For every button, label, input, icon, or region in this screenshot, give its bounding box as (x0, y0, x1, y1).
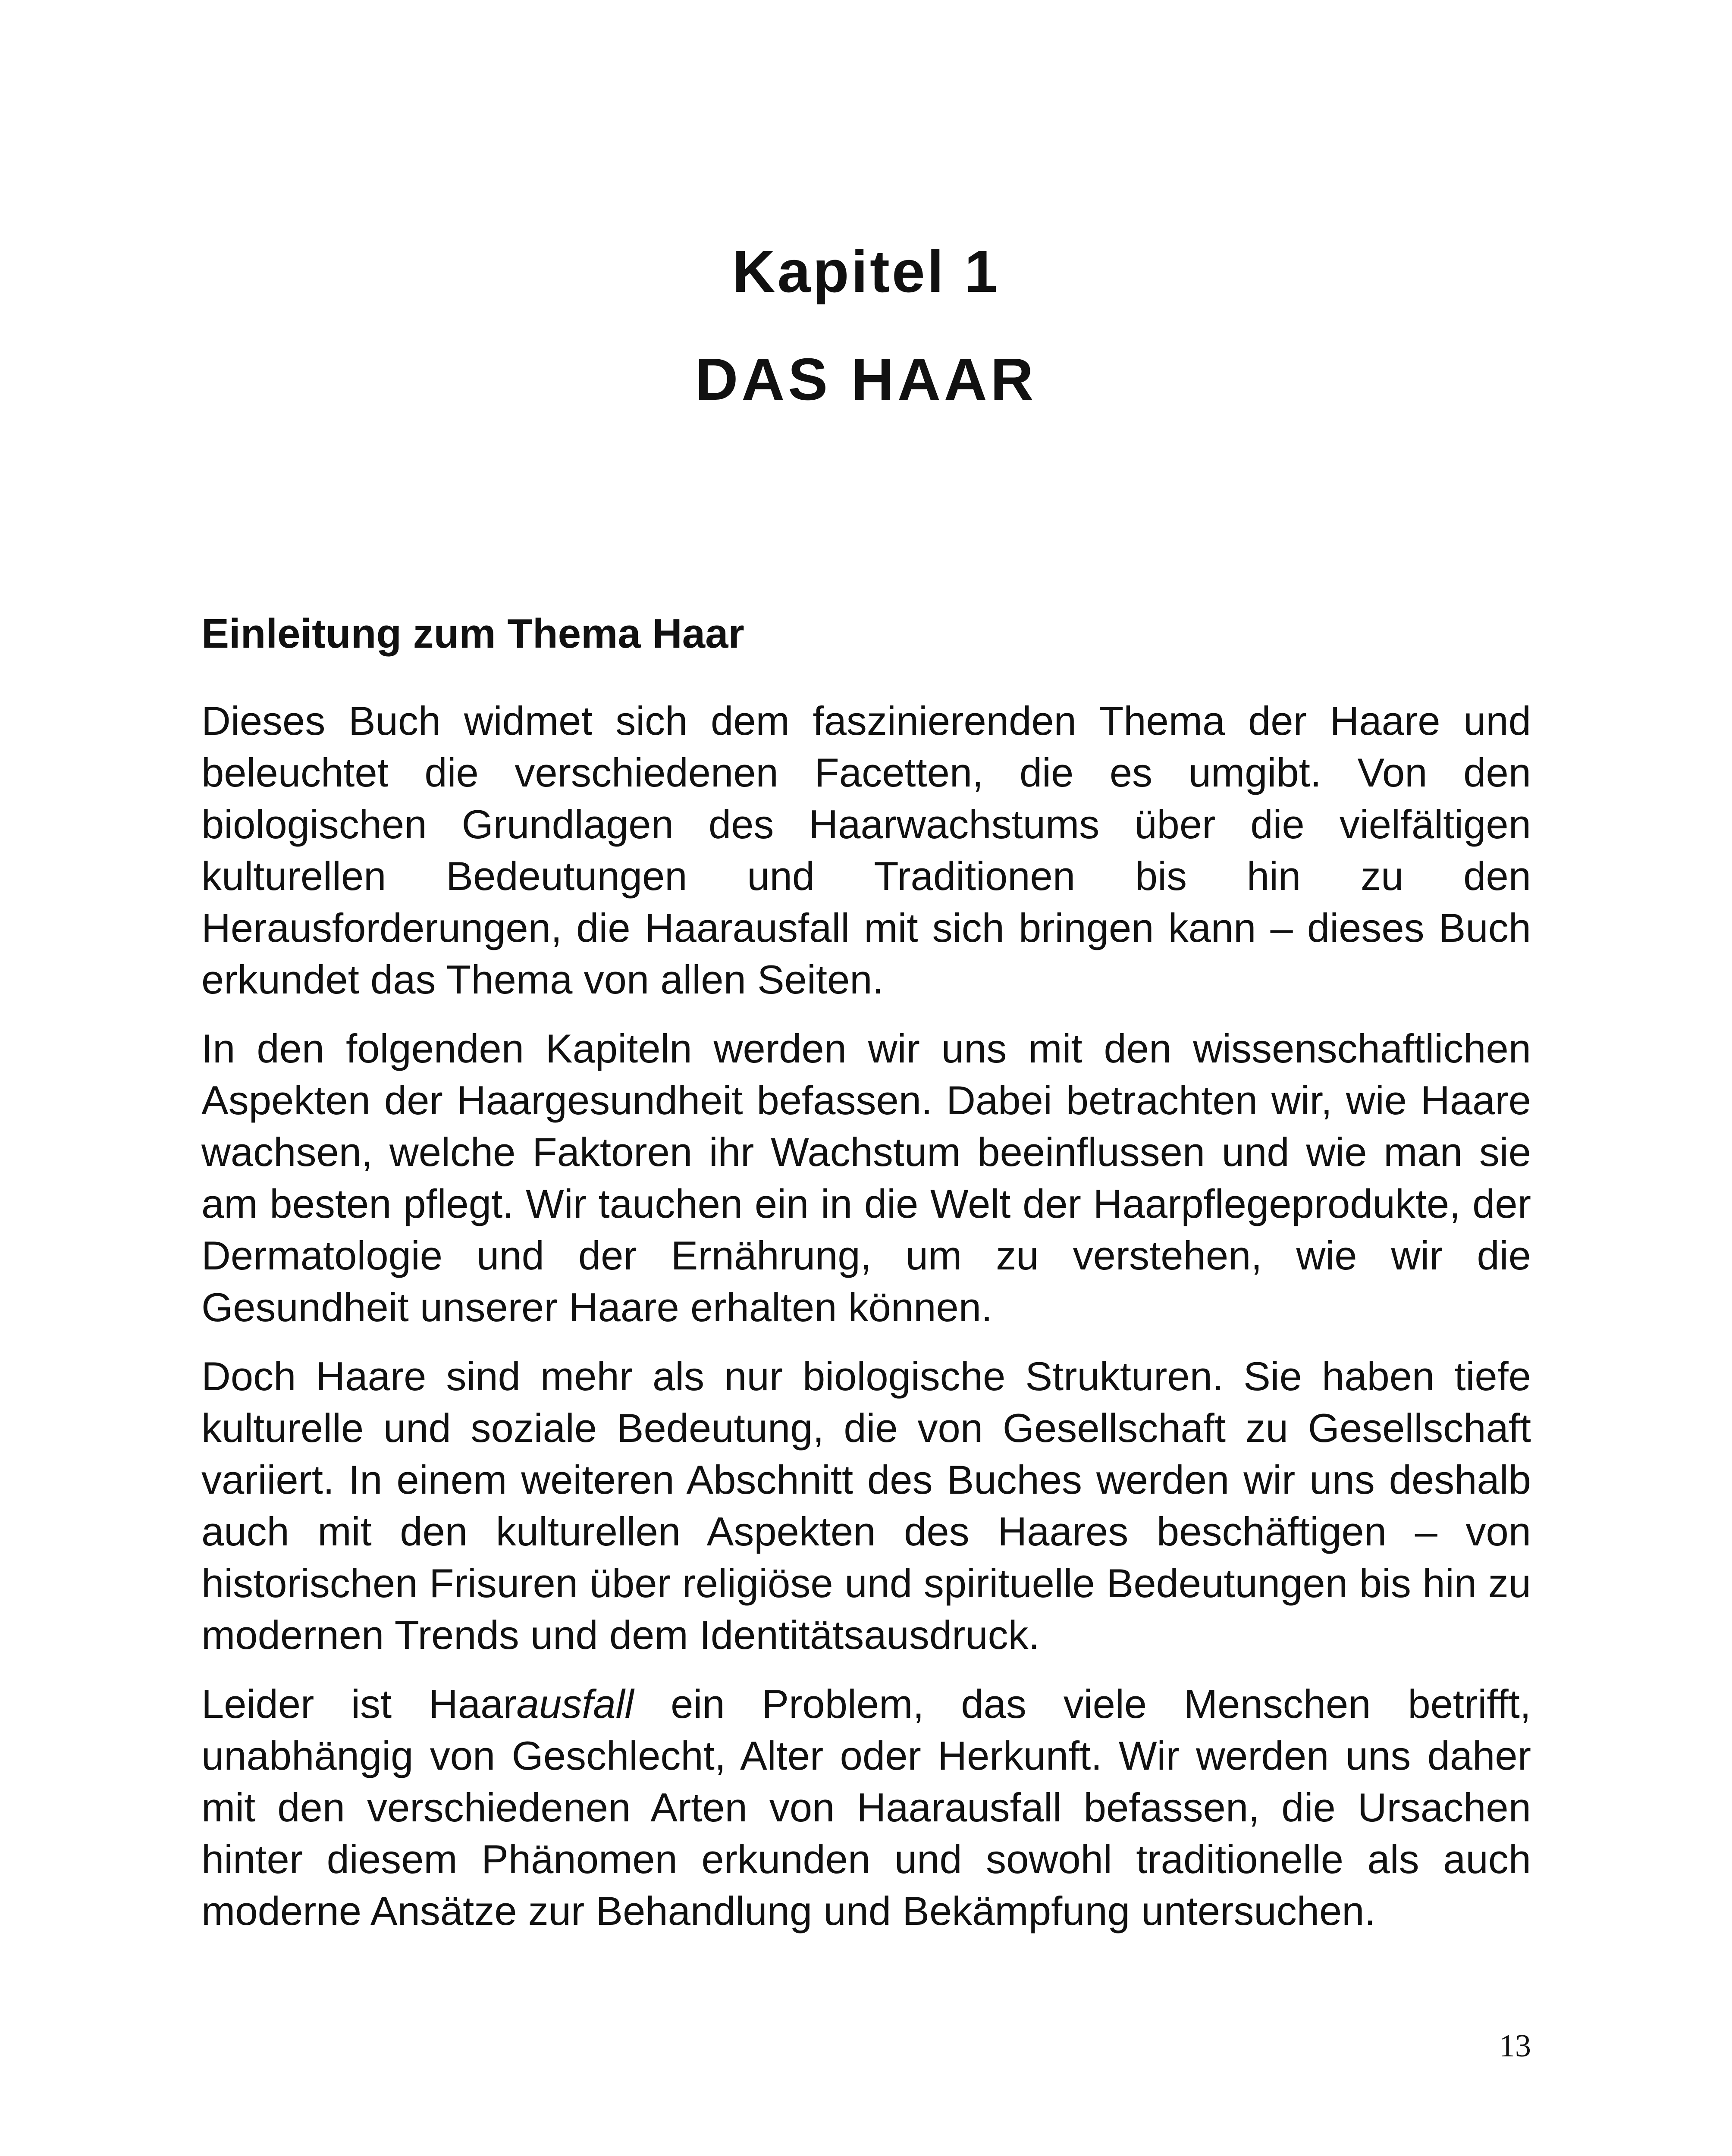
paragraph-3: Doch Haare sind mehr als nur biologische Strukturen. Sie haben tiefe kulturelle und soziale Bedeutung, die von Gesellschaft zu Gesellschaft variiert. In einem weiteren Abschnitt des Buches werden wir uns deshalb auch mit den kulturellen Aspekten des Haares beschäftigen – von historischen Frisuren über religiöse und spirituelle Bedeutungen bis hin zu modernen Trends und dem Identitätsausdruck. (201, 1354, 1531, 1658)
paragraph-2: In den folgenden Kapiteln werden wir uns mit den wissenschaftlichen Aspekten der Haargesundheit befassen. Dabei betrachten wir, wie Haare wachsen, welche Faktoren ihr Wachstum beeinflussen und wie man sie am besten pflegt. Wir tauchen ein in die Welt der Haarpflegeprodukte, der Dermatologie und der Ernährung, um zu verstehen, wie wir die Gesundheit unserer Haare erhalten können. (201, 1026, 1531, 1330)
main-content (201, 608, 1531, 1954)
chapter-title: DAS HAAR (695, 346, 1037, 413)
page-number: 13 (1499, 2028, 1531, 2064)
section-heading: Einleitung zum Thema Haar (201, 611, 744, 657)
paragraph-1: Dieses Buch widmet sich dem faszinierenden Thema der Haare und beleuchtet die verschiedenen Facetten, die es umgibt. Von den biologischen Grundlagen des Haarwachstums über die vielfältigen kulturellen Bedeutungen und Traditionen bis hin zu den Herausforderungen, die Haarausfall mit sich bringen kann – dieses Buch erkundet das Thema von allen Seiten. (201, 698, 1531, 1002)
paragraph-4-lead: Leider ist Haar (201, 1681, 517, 1727)
paragraph-4-emphasis: ausfall (516, 1681, 634, 1727)
paragraph-4 (201, 1678, 1531, 1937)
chapter-label: Kapitel 1 (732, 238, 1000, 305)
paragraph-4-rest: ein Problem, das viele Menschen betrifft, unabhängig von Geschlecht, Alter oder Herkunft. Wir werden uns daher mit den verschiedenen Arten von Haarausfall befassen, die Ursachen hinter diesem Phänomen erkunden und sowohl traditionelle als auch moderne Ansätze zur Behandlung und Bekämpfung untersuchen. (201, 1681, 1531, 1934)
